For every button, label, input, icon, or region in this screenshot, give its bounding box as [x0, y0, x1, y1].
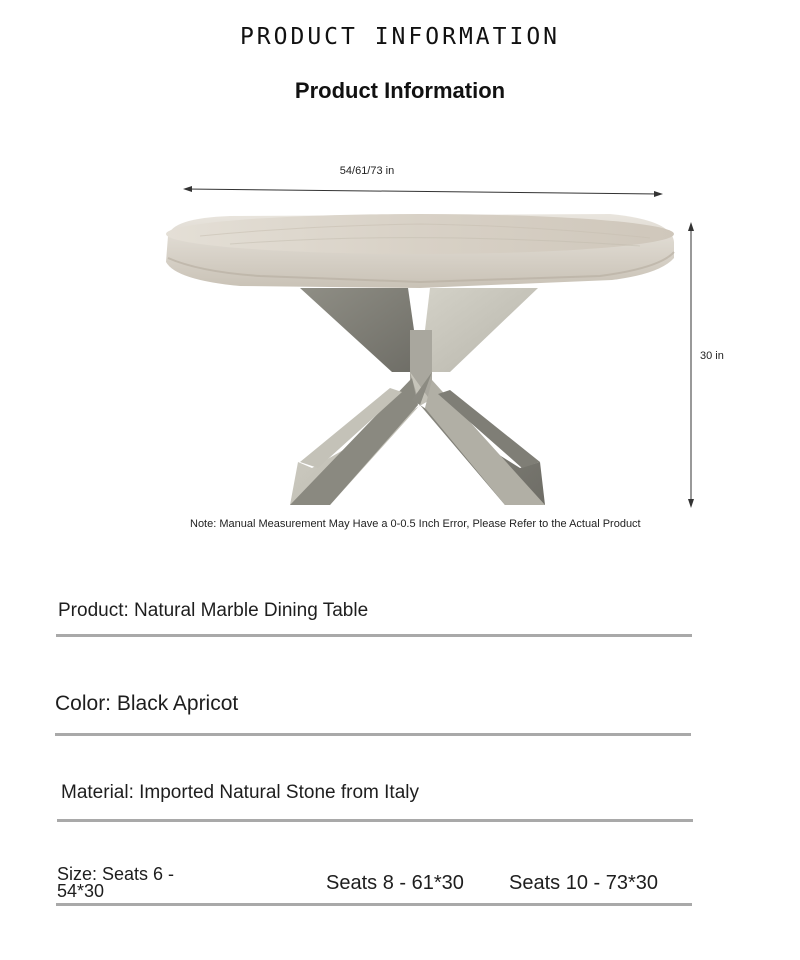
size-option-seats-10: Seats 10 - 73*30	[509, 872, 658, 894]
material-row: Material: Imported Natural Stone from Italy	[61, 782, 419, 803]
height-dimension-label: 30 in	[700, 350, 724, 362]
measurement-note: Note: Manual Measurement May Have a 0-0.5 Inch Error, Please Refer to the Actual Product	[190, 518, 641, 530]
table-base-image	[290, 288, 545, 505]
divider-line	[56, 903, 692, 906]
section-title: Product Information	[294, 78, 506, 103]
tabletop-image	[166, 214, 674, 288]
product-figure	[0, 150, 800, 530]
width-dimension-arrow	[183, 186, 663, 197]
width-dimension-label: 54/61/73 in	[339, 165, 395, 177]
size-option-seats-6: Size: Seats 6 - 54*30	[57, 864, 175, 901]
page-header-title: PRODUCT INFORMATION	[239, 24, 561, 50]
product-name-row: Product: Natural Marble Dining Table	[58, 600, 369, 621]
divider-line	[57, 819, 693, 822]
color-row: Color: Black Apricot	[55, 692, 239, 715]
divider-line	[56, 634, 692, 637]
height-dimension-arrow	[688, 222, 694, 508]
divider-line	[55, 733, 691, 736]
size-option-seats-8: Seats 8 - 61*30	[326, 872, 464, 894]
